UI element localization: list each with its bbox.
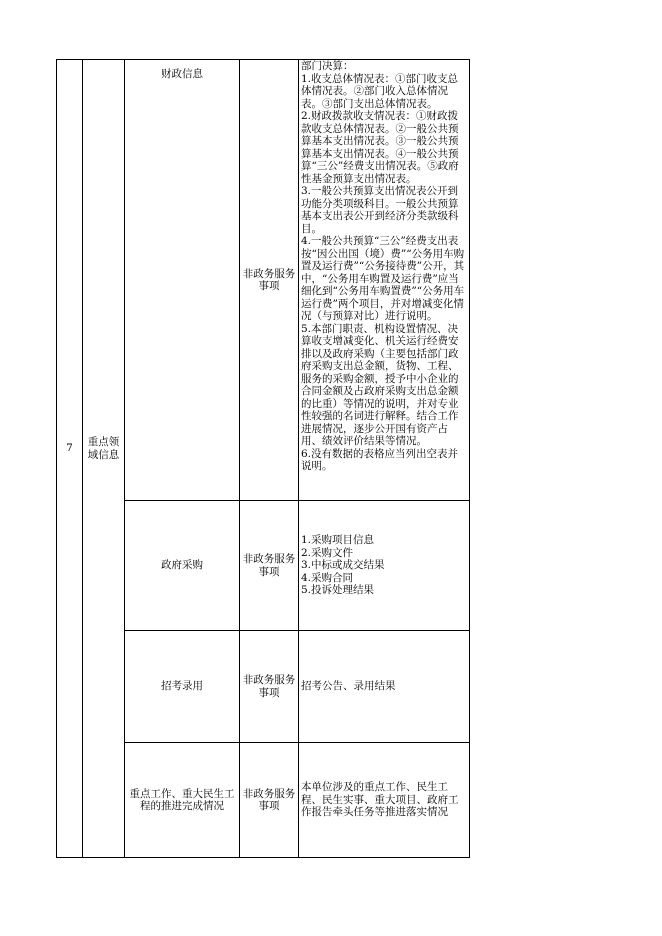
content-line: 5.本部门职责、机构设置情况、决算收支增减变化、机关运行经费安排以及政府采购（主要包括部门政府采购支出总金额，货物、工程、服务的采购金额，授予中小企业的合同金额及占政府采购支出总金额的比重）等情况的说明，并对专业性较强的名词进行解释。结合工作进展情况，逐步公开国有资产占用、绩效评价结果等情况。 <box>301 322 459 447</box>
content-line: 3.中标或成交结果 <box>301 559 385 572</box>
content-line: 部门决算： <box>301 60 354 72</box>
content-line: 1.采购项目信息 <box>301 534 375 547</box>
content-line: 本单位涉及的重点工作、民生工程、民生实事、重大项目、政府工作报告牵头任务等推进落实情况 <box>301 781 459 819</box>
content-line: 2.采购文件 <box>301 546 354 559</box>
content-line: 2.财政拨款收支情况表：①财政拨款收支总体情况表。②一般公共预算基本支出情况表。③一般公共预算基本支出情况表。④一般公共预算“三公”经费支出情况表。⑤政府性基金预算支出情况表。 <box>301 110 459 185</box>
content-line: 4.一般公共预算“三公”经费支出表按“因公出国（境）费”“公务用车购置及运行费”“公务接待费”公开，其中，“公务用车购置及运行费”应当细化到“公务用车购置费”“公务用车运行费”两个项目，并对增减变化情况（与预算对比）进行说明。 <box>301 235 465 322</box>
content-line: 招考公告、录用结果 <box>301 680 396 693</box>
type-cell-finance[interactable]: 非政务服务事项 <box>240 60 299 501</box>
item-cell-procurement[interactable]: 政府采购 <box>125 501 240 631</box>
disclosure-table <box>56 59 470 858</box>
content-line: 1.收支总体情况表：①部门收支总体情况表。②部门收入总体情况表。③部门支出总体情况表。 <box>301 72 459 110</box>
item-cell-finance[interactable]: 财政信息 <box>125 60 240 501</box>
content-line: 6.没有数据的表格应当列出空表并说明。 <box>301 447 459 472</box>
item-cell-recruitment[interactable]: 招考录用 <box>125 631 240 743</box>
table-row <box>57 60 470 501</box>
type-cell-key-work[interactable]: 非政务服务事项 <box>240 743 299 858</box>
content-line: 3.一般公共预算支出情况表公开到功能分类项级科目。一般公共预算基本支出表公开到经济分类款级科目。 <box>301 185 459 235</box>
content-cell-finance[interactable] <box>299 60 470 501</box>
content-line: 5.投诉处理结果 <box>301 584 375 597</box>
content-cell-recruitment[interactable] <box>299 631 470 743</box>
type-cell-procurement[interactable]: 非政务服务事项 <box>240 501 299 631</box>
content-cell-procurement[interactable] <box>299 501 470 631</box>
item-cell-key-work[interactable]: 重点工作、重大民生工程的推进完成情况 <box>125 743 240 858</box>
type-cell-recruitment[interactable]: 非政务服务事项 <box>240 631 299 743</box>
area-cell[interactable]: 重点领域信息 <box>83 60 125 858</box>
row-number-cell[interactable]: 7 <box>57 60 83 858</box>
content-cell-key-work[interactable] <box>299 743 470 858</box>
content-line: 4.采购合同 <box>301 571 354 584</box>
